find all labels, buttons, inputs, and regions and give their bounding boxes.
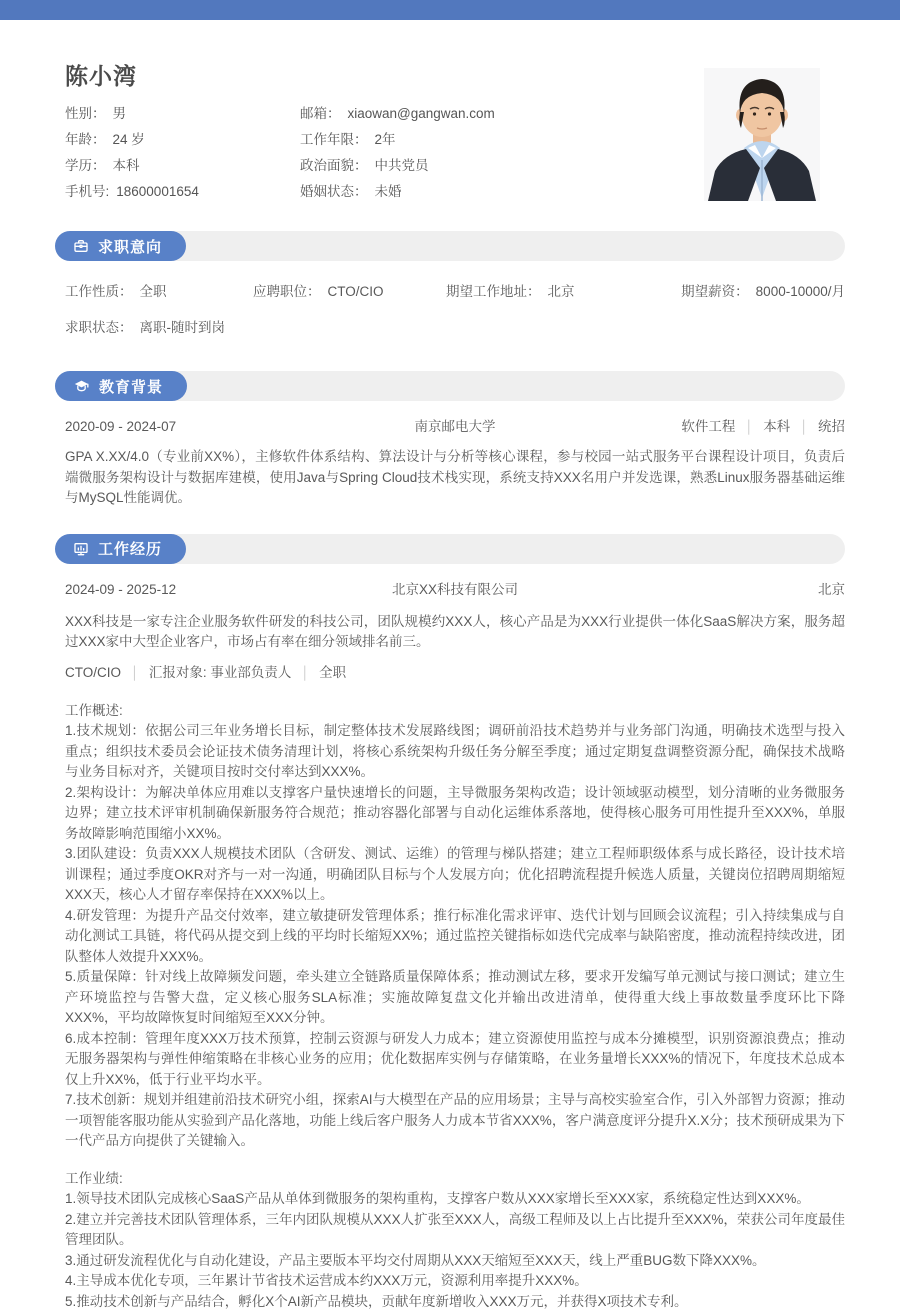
work-job-type: 全职 — [319, 665, 346, 680]
info-years: 工作年限： 2年 — [300, 133, 665, 147]
info-phone: 手机号: 18600001654 — [65, 185, 300, 199]
graduation-cap-icon — [73, 378, 90, 394]
work-meta-row — [65, 583, 845, 597]
overview-item: 7.技术创新：规划并组建前沿技术研究小组，探索AI与大模型在产品的应用场景；主导与高校实验室合作，引入外部智力资源；推动一项智能客服功能从实验到产品化落地，功能上线后客户服务人力成本节省XXX%，客户满意度评分提升X.X分；技术预研成果为下一代产品方向提供了关键输入。 — [65, 1090, 845, 1152]
info-political: 政治面貌： 中共党员 — [300, 159, 665, 173]
intent-location: 期望工作地址： 北京 — [446, 285, 660, 299]
intention-fields — [65, 285, 845, 299]
overview-item: 5.质量保障：针对线上故障频发问题，牵头建立全链路质量保障体系；推动测试左移，要求开发编写单元测试与接口测试；建立生产环境监控与告警大盘，定义核心服务SLA标准；实施故障复盘文化并输出改进清单，使得重大线上事故数量季度环比下降XXX%，平均故障恢复时间缩短至XXX分钟。 — [65, 967, 845, 1029]
monitor-chart-icon — [73, 541, 89, 557]
overview-title: 工作概述: — [65, 701, 845, 722]
section-title-intention — [55, 231, 186, 261]
separator: │ — [301, 666, 309, 680]
overview-item: 4.研发管理：为提升产品交付效率，建立敏捷研发管理体系；推行标准化需求评审、迭代计划与回顾会议流程；引入持续集成与自动化测试工具链，将代码从提交到上线的平均时长缩短XX%；通过监控关键指标如迭代完成率与缺陷密度，推动流程持续改进，团队整体人效提升XXX%。 — [65, 906, 845, 968]
resume-header — [65, 62, 845, 199]
section-bar-work — [55, 534, 845, 564]
education-enroll-type: 统招 — [818, 419, 845, 434]
briefcase-icon — [73, 238, 89, 254]
education-period: 2020-09 - 2024-07 — [65, 420, 415, 434]
education-school: 南京邮电大学 — [415, 420, 496, 434]
work-position: CTO/CIO — [65, 665, 121, 680]
intent-salary: 期望薪资： 8000-10000/月 — [660, 285, 845, 299]
overview-item: 2.架构设计：为解决单体应用难以支撑客户量快速增长的问题，主导微服务架构改造；设计领域驱动模型，划分清晰的业务微服务边界；建立技术评审机制确保新服务符合规范；推动容器化部署与自动化运维体系落地，使得核心服务可用性提升至XXX%，单服务故障影响范围缩小XX%。 — [65, 783, 845, 845]
company-intro: XXX科技是一家专注企业服务软件研发的科技公司，团队规模约XXX人，核心产品是为XXX行业提供一体化SaaS解决方案，服务超过XXX家中大型企业客户，市场占有率在细分领域排名前三。 — [65, 612, 845, 653]
achievement-item: 3.通过研发流程优化与自动化建设，产品主要版本平均交付周期从XXX天缩短至XXX天，线上严重BUG数下降XXX%。 — [65, 1251, 845, 1272]
info-email: 邮箱： xiaowan@gangwan.com — [300, 107, 665, 121]
achievement-item: 5.推动技术创新与产品结合，孵化X个AI新产品模块，贡献年度新增收入XXX万元，并获得X项技术专利。 — [65, 1292, 845, 1312]
top-accent-bar — [0, 0, 900, 20]
section-title-text: 教育背景 — [99, 376, 163, 397]
section-title-work — [55, 534, 186, 564]
section-bar-intention — [55, 231, 845, 261]
intent-position: 应聘职位： CTO/CIO — [253, 285, 446, 299]
achievements-title: 工作业绩: — [65, 1169, 845, 1190]
candidate-photo — [704, 68, 820, 201]
separator: │ — [745, 420, 753, 434]
info-marital: 婚姻状态： 未婚 — [300, 185, 665, 199]
position-row — [65, 665, 845, 681]
education-major: 软件工程 — [681, 419, 735, 434]
overview-item: 6.成本控制：管理年度XXX万技术预算，控制云资源与研发人力成本；建立资源使用监控与成本分摊模型，识别资源浪费点；推动无服务器架构与弹性伸缩策略在非核心业务的应用；优化数据库实例与存储策略，在业务量增长XXX%的情况下，年度技术总成本仅上升XX%，低于行业平均水平。 — [65, 1029, 845, 1091]
work-period: 2024-09 - 2025-12 — [65, 583, 392, 597]
intent-job-nature: 工作性质： 全职 — [65, 285, 253, 299]
education-degree: 本科 — [763, 419, 790, 434]
achievement-item: 4.主导成本优化专项，三年累计节省技术运营成本约XXX万元，资源利用率提升XXX%。 — [65, 1271, 845, 1292]
work-location: 北京 — [518, 583, 845, 597]
section-bar-education — [55, 371, 845, 401]
info-gender: 性别： 男 — [65, 107, 300, 121]
section-title-education — [55, 371, 187, 401]
overview-item: 3.团队建设：负责XXX人规模技术团队（含研发、测试、运维）的管理与梯队搭建；建立工程师职级体系与成长路径，设计技术培训课程；通过季度OKR对齐与一对一沟通，明确团队目标与个人发展方向；优化招聘流程提升候选人质量，关键岗位招聘周期缩短XXX天，核心人才留存率保持在XXX%以上。 — [65, 844, 845, 906]
personal-info-grid — [65, 107, 665, 199]
section-title-text: 求职意向 — [98, 236, 162, 257]
info-degree: 学历： 本科 — [65, 159, 300, 173]
overview-item: 1.技术规划：依据公司三年业务增长目标，制定整体技术发展路线图；调研前沿技术趋势并与业务部门沟通，明确技术选型与投入重点；组织技术委员会论证技术债务清理计划，将核心系统架构升级任务分解至季度；通过定期复盘调整资源分配，确保技术战略与业务目标对齐，关键项目按时交付率达到XXX%。 — [65, 721, 845, 783]
section-title-text: 工作经历 — [98, 538, 162, 559]
education-description: GPA X.XX/4.0（专业前XX%），主修软件体系结构、算法设计与分析等核心课程，参与校园一站式服务平台课程设计项目，负责后端微服务架构设计与数据库建模，使用Java与Spring Cloud技术栈实现，系统支持XXX名用户并发选课，熟悉Linux服务器基础运维与MySQL性能调优。 — [65, 447, 845, 509]
achievement-item: 2.建立并完善技术团队管理体系，三年内团队规模从XXX人扩张至XXX人，高级工程师及以上占比提升至XXX%，荣获公司年度最佳管理团队。 — [65, 1210, 845, 1251]
achievement-item: 1.领导技术团队完成核心SaaS产品从单体到微服务的架构重构，支撑客户数从XXX家增长至XXX家，系统稳定性达到XXX%。 — [65, 1189, 845, 1210]
education-detail — [496, 420, 846, 434]
intent-status: 求职状态： 离职-随时到岗 — [65, 321, 845, 335]
work-report-to: 汇报对象: 事业部负责人 — [149, 665, 292, 680]
info-age: 年龄： 24 岁 — [65, 133, 300, 147]
work-company: 北京XX科技有限公司 — [392, 583, 518, 597]
candidate-name: 陈小湾 — [65, 62, 845, 90]
separator: │ — [131, 666, 139, 680]
separator: │ — [800, 420, 808, 434]
education-meta-row — [65, 420, 845, 434]
